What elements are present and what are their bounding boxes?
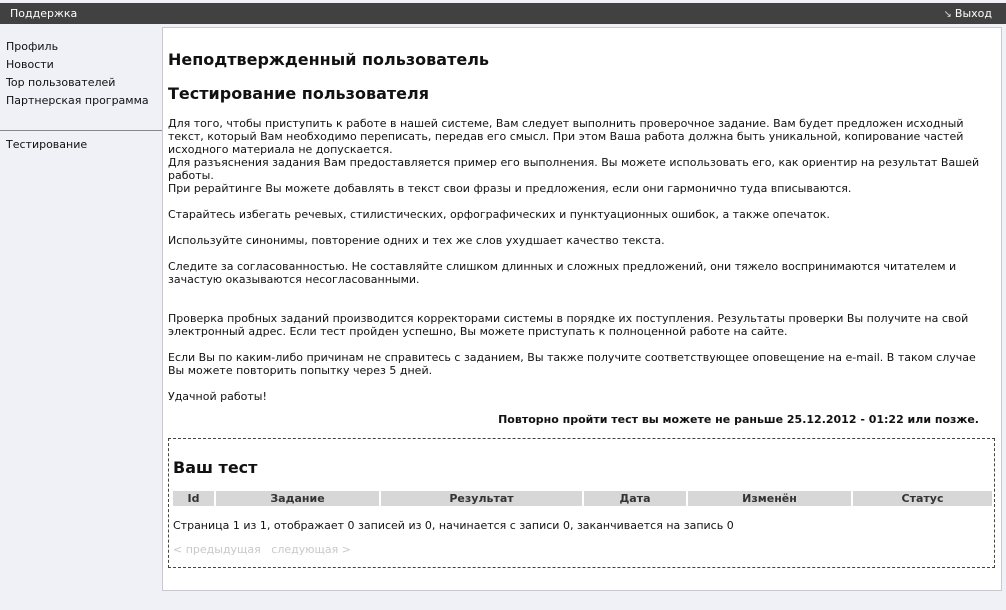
column-header-result[interactable]: Результат: [381, 491, 584, 506]
pager-info: Страница 1 из 1, отображает 0 записей из 0, начинается с записи 0, заканчивается на запись 0: [173, 519, 734, 532]
paragraph-example: Для разъяснения задания Вам предоставляется пример его выполнения. Вы можете использовать его, как ориентир на результат Вашей работы.: [168, 156, 980, 182]
app-title: Поддержка: [10, 7, 78, 20]
next-page-link[interactable]: следующая >: [271, 543, 351, 556]
sidebar-item-partner-program[interactable]: Партнерская программа: [6, 94, 149, 107]
sidebar-item-news[interactable]: Новости: [6, 58, 54, 71]
logout-arrow-icon: ↘: [943, 9, 952, 20]
your-test-title: Ваш тест: [173, 458, 258, 477]
section-title: Тестирование пользователя: [168, 84, 429, 103]
column-header-status[interactable]: Статус: [853, 491, 992, 506]
paragraph-good-luck: Удачной работы!: [168, 390, 267, 403]
pager-nav: [173, 543, 351, 556]
top-bar: [0, 3, 1006, 24]
paragraph-rewrite: При рерайтинге Вы можете добавлять в текст свои фразы и предложения, если они гармонично туда вписываются.: [168, 182, 852, 195]
paragraph-failure: Если Вы по каким-либо причинам не справитесь с заданием, Вы также получите соответствующее оповещение на e-mail. В таком случае Вы можете повторить попытку через 5 дней.: [168, 351, 976, 377]
column-header-date[interactable]: Дата: [584, 491, 688, 506]
paragraph-intro: Для того, чтобы приступить к работе в нашей системе, Вам следует выполнить проверочное задание. Вам будет предложен исходный текст, который Вам необходимо переписать, передав его смысл. При этом Ваша работа должна быть уникальной, копирование частей исходного материала не допускается.: [168, 117, 964, 156]
logout-link[interactable]: [944, 7, 992, 20]
main-content: [162, 27, 1002, 591]
sidebar-item-testing[interactable]: Тестирование: [6, 138, 88, 151]
sidebar-item-profile[interactable]: Профиль: [6, 40, 59, 53]
your-test-panel: [168, 438, 995, 568]
page-title: Неподтвержденный пользователь: [168, 50, 490, 69]
logout-label: Выход: [954, 7, 992, 20]
paragraph-errors: Старайтесь избегать речевых, стилистических, орфографических и пунктуационных ошибок, а также опечаток.: [168, 208, 830, 221]
paragraph-consistency: Следите за согласованностью. Не составляйте слишком длинных и сложных предложений, они тяжело воспринимаются читателем и зачастую оказываются несогласованными.: [168, 260, 957, 286]
retest-notice: Повторно пройти тест вы можете не раньше 25.12.2012 - 01:22 или позже.: [498, 413, 979, 426]
paragraph-synonyms: Используйте синонимы, повторение одних и тех же слов ухудшает качество текста.: [168, 234, 665, 247]
sidebar-divider: [0, 130, 162, 131]
paragraph-review: Проверка пробных заданий производится корректорами системы в порядке их поступления. Результаты проверки Вы получите на свой электронный адрес. Если тест пройден успешно, Вы можете приступать к полноценной работе на сайте.: [168, 312, 969, 338]
sidebar: [0, 25, 162, 610]
column-header-task[interactable]: Задание: [216, 491, 381, 506]
prev-page-link[interactable]: < предыдущая: [173, 543, 261, 556]
column-header-modified[interactable]: Изменён: [688, 491, 853, 506]
column-header-id[interactable]: Id: [173, 491, 216, 506]
sidebar-item-top-users[interactable]: Top пользователей: [6, 76, 116, 89]
test-table-header: [173, 491, 992, 506]
